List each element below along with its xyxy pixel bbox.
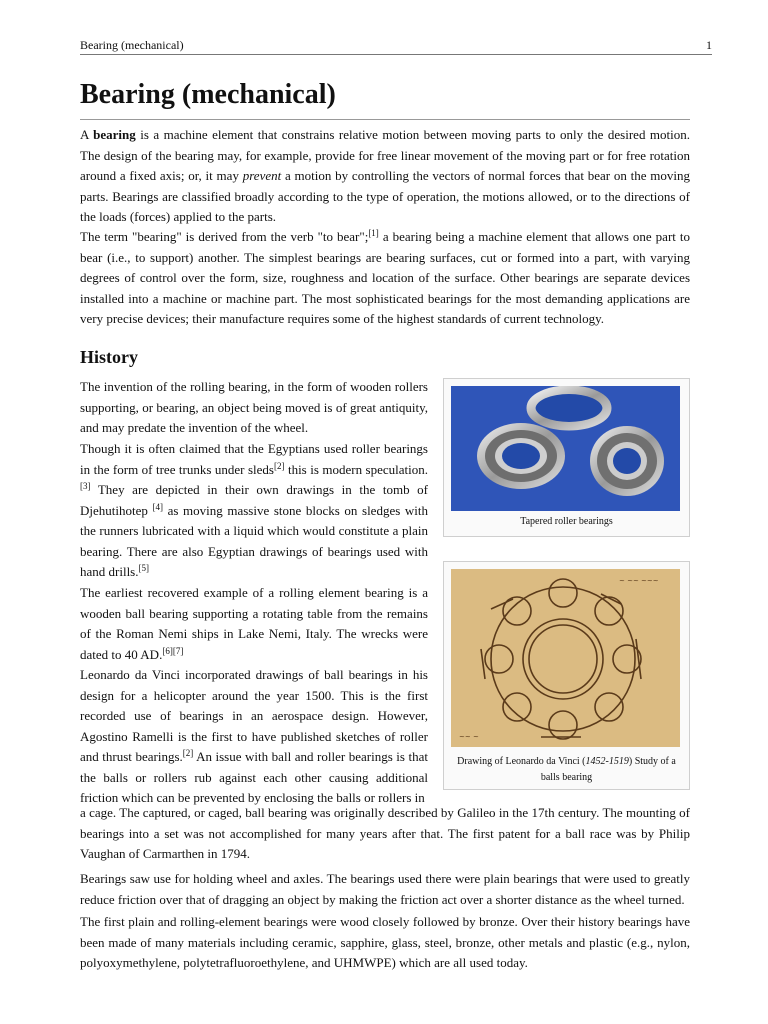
intro-paragraph-1: A bearing is a machine element that constrains relative motion between moving parts to only the desired motion. The design of the bearing may, for example, provide for free linear movement of the moving part or for free rotation around a fixed axis; or, it may prevent a motion by controlling the vectors of normal forces that bear on the moving parts. Bearings are classified broadly according to the type of operation, the motions allowed, or to the directions of the loads (forces) applied to the parts.: [80, 127, 691, 224]
bearing-term: bearing: [93, 127, 136, 142]
running-title: Bearing (mechanical): [80, 38, 184, 52]
reference-link[interactable]: [3]: [80, 481, 91, 491]
svg-text:~~ ~: ~~ ~: [459, 733, 479, 741]
figure-caption: Drawing of Leonardo da Vinci (1452-1519) Study of a balls bearing: [457, 756, 676, 783]
reference-link[interactable]: [2]: [273, 460, 285, 471]
figure-leonardo-drawing: [443, 561, 690, 790]
history-paragraph-6: The first plain and rolling-element bearings were wood closely followed by bronze. Over their history bearings have been made of many materials including ceramic, sapphire, glass, steel, bronze, other metals and plastic (e.g., nylon, polyoxymethylene, polytetrafluoroethylene, and UHMWPE) which are all used today.: [80, 914, 690, 970]
leonardo-ball-bearing-sketch[interactable]: [451, 569, 680, 747]
page-title: Bearing (mechanical): [80, 79, 336, 110]
tapered-roller-bearings-photo[interactable]: [451, 386, 680, 511]
history-paragraph-2: Though it is often claimed that the Egyptians used roller bearings in the form of tree trunks under sleds[2] this is modern speculation.[3] They are depicted in their own drawings in the tomb of Djehutihotep [4] as moving massive stone blocks on sledges with the runners lubricated with a liquid which would constitute a plain bearing. There are also Egyptian drawings of bearings used with hand drills.[5]: [80, 441, 428, 579]
reference-link[interactable]: [2]: [182, 748, 194, 758]
page-number: 1: [706, 38, 712, 52]
reference-link[interactable]: [4]: [152, 501, 163, 512]
history-paragraph-1: The invention of the rolling bearing, in the form of wooden rollers supporting, or bearing, an object being moved is of great antiquity, and may predate the invention of the wheel.: [80, 379, 428, 435]
figure-caption: Tapered roller bearings: [520, 516, 613, 527]
history-paragraph-4-continued: a cage. The captured, or caged, ball bearing was originally described by Galileo in the 17th century. The mounting of bearings into a set was not accomplished for many years after that. The first patent for a ball race was by Philip Vaughan of Carmarthen in 1794.: [80, 805, 690, 861]
section-heading-history: History: [80, 347, 138, 367]
svg-text:~ ~~ ~~~: ~ ~~ ~~~: [619, 577, 659, 585]
history-paragraph-3: The earliest recovered example of a rolling element bearing is a wooden ball bearing supporting a rotating table from the remains of the Roman Nemi ships in Lake Nemi, Italy. The wrecks were dated to 40 AD.[6][7]: [80, 585, 428, 662]
reference-link[interactable]: [1]: [368, 228, 379, 238]
title-divider: [80, 119, 690, 120]
reference-link[interactable]: [6][7]: [162, 645, 184, 656]
reference-link[interactable]: [5]: [138, 563, 149, 573]
emphasis-prevent: prevent: [242, 168, 282, 183]
figure-tapered-roller-bearings: [443, 378, 690, 537]
intro-paragraph-2: The term "bearing" is derived from the verb "to bear";[1] a bearing being a machine element that allows one part to bear (i.e., to support) another. The simplest bearings are bearing surfaces, cut or formed into a part, with varying degrees of control over the form, size, roughness and location of the surface. Other bearings are separate devices installed into a machine or machine part. The most sophisticated bearings for the most demanding applications are very precise devices; their manufacture requires some of the highest standards of current technology.: [80, 228, 690, 326]
running-header: [80, 38, 712, 55]
history-paragraph-5: Bearings saw use for holding wheel and axles. The bearings used there were plain bearings that were used to greatly reduce friction over that of dragging an object by making the friction act over a shorter distance as the wheel turned.: [80, 871, 690, 907]
history-paragraph-4: Leonardo da Vinci incorporated drawings of ball bearings in his design for a helicopter around the year 1500. This is the first recorded use of bearings in an aerospace design. However, Agostino Ramelli is the first to have published sketches of roller and thrust bearings.[2] An issue with ball and roller bearings is that the balls or rollers rub against each other causing additional friction which can be prevented by enclosing the balls or rollers in: [80, 667, 428, 805]
